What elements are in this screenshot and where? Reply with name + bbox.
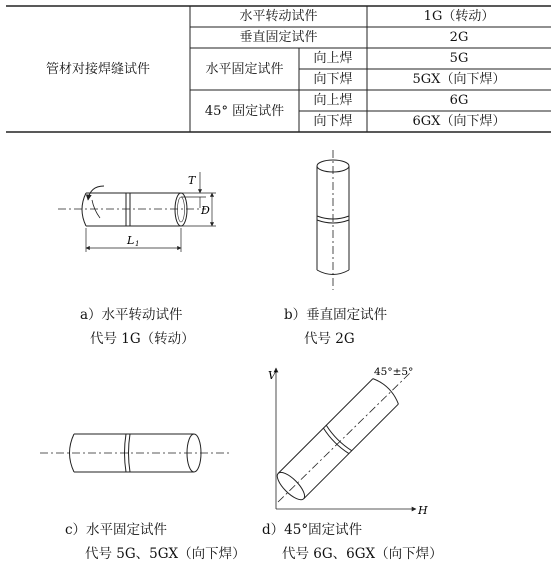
pipe-drawing-c (40, 434, 232, 472)
table-cell-code: 5GX（向下焊） (412, 72, 506, 87)
figure-b-title: b）垂直固定试件 (284, 307, 388, 323)
dim-label-d: D (201, 204, 210, 217)
table-cell-position: 45° 固定试件 (204, 103, 285, 119)
table-cell-direction: 向下焊 (313, 72, 353, 87)
figure-a-code: 代号 1G（转动） (90, 331, 195, 347)
table-cell-code: 1G（转动） (423, 9, 495, 24)
axis-label-v: V (268, 369, 276, 382)
table-cell-code: 5G (449, 51, 469, 66)
figure-a-title: a）水平转动试件 (80, 307, 183, 323)
table-cell-position: 水平固定试件 (205, 61, 284, 77)
table-cell-code: 6G (449, 93, 469, 108)
figure-d-title: d）45°固定试件 (262, 522, 363, 538)
table-cell-position: 垂直固定试件 (239, 30, 318, 45)
table-cell-position: 水平转动试件 (239, 9, 318, 24)
axis-label-h: H (418, 504, 428, 517)
figure-c-title: c）水平固定试件 (65, 522, 168, 538)
table-cell-direction: 向下焊 (313, 114, 353, 129)
dim-label-t: T (188, 174, 196, 187)
table-cell-direction: 向上焊 (313, 93, 353, 108)
angle-label: 45°±5° (374, 366, 414, 378)
pipe-drawing-b (317, 150, 349, 290)
dim-label-l: L (127, 234, 135, 247)
pipe-drawing-d (273, 368, 416, 509)
dim-label-l-subscript: 1 (135, 240, 140, 248)
table-cell-code: 2G (449, 30, 469, 45)
table-cell-code: 6GX（向下焊） (412, 114, 506, 129)
figure-d-code: 代号 6G、6GX（向下焊） (282, 546, 443, 562)
table-category-cell: 管材对接焊缝试件 (45, 61, 150, 77)
figure-c-code: 代号 5G、5GX（向下焊） (85, 546, 246, 562)
figure-b-code: 代号 2G (304, 331, 355, 347)
table-cell-direction: 向上焊 (313, 51, 353, 66)
